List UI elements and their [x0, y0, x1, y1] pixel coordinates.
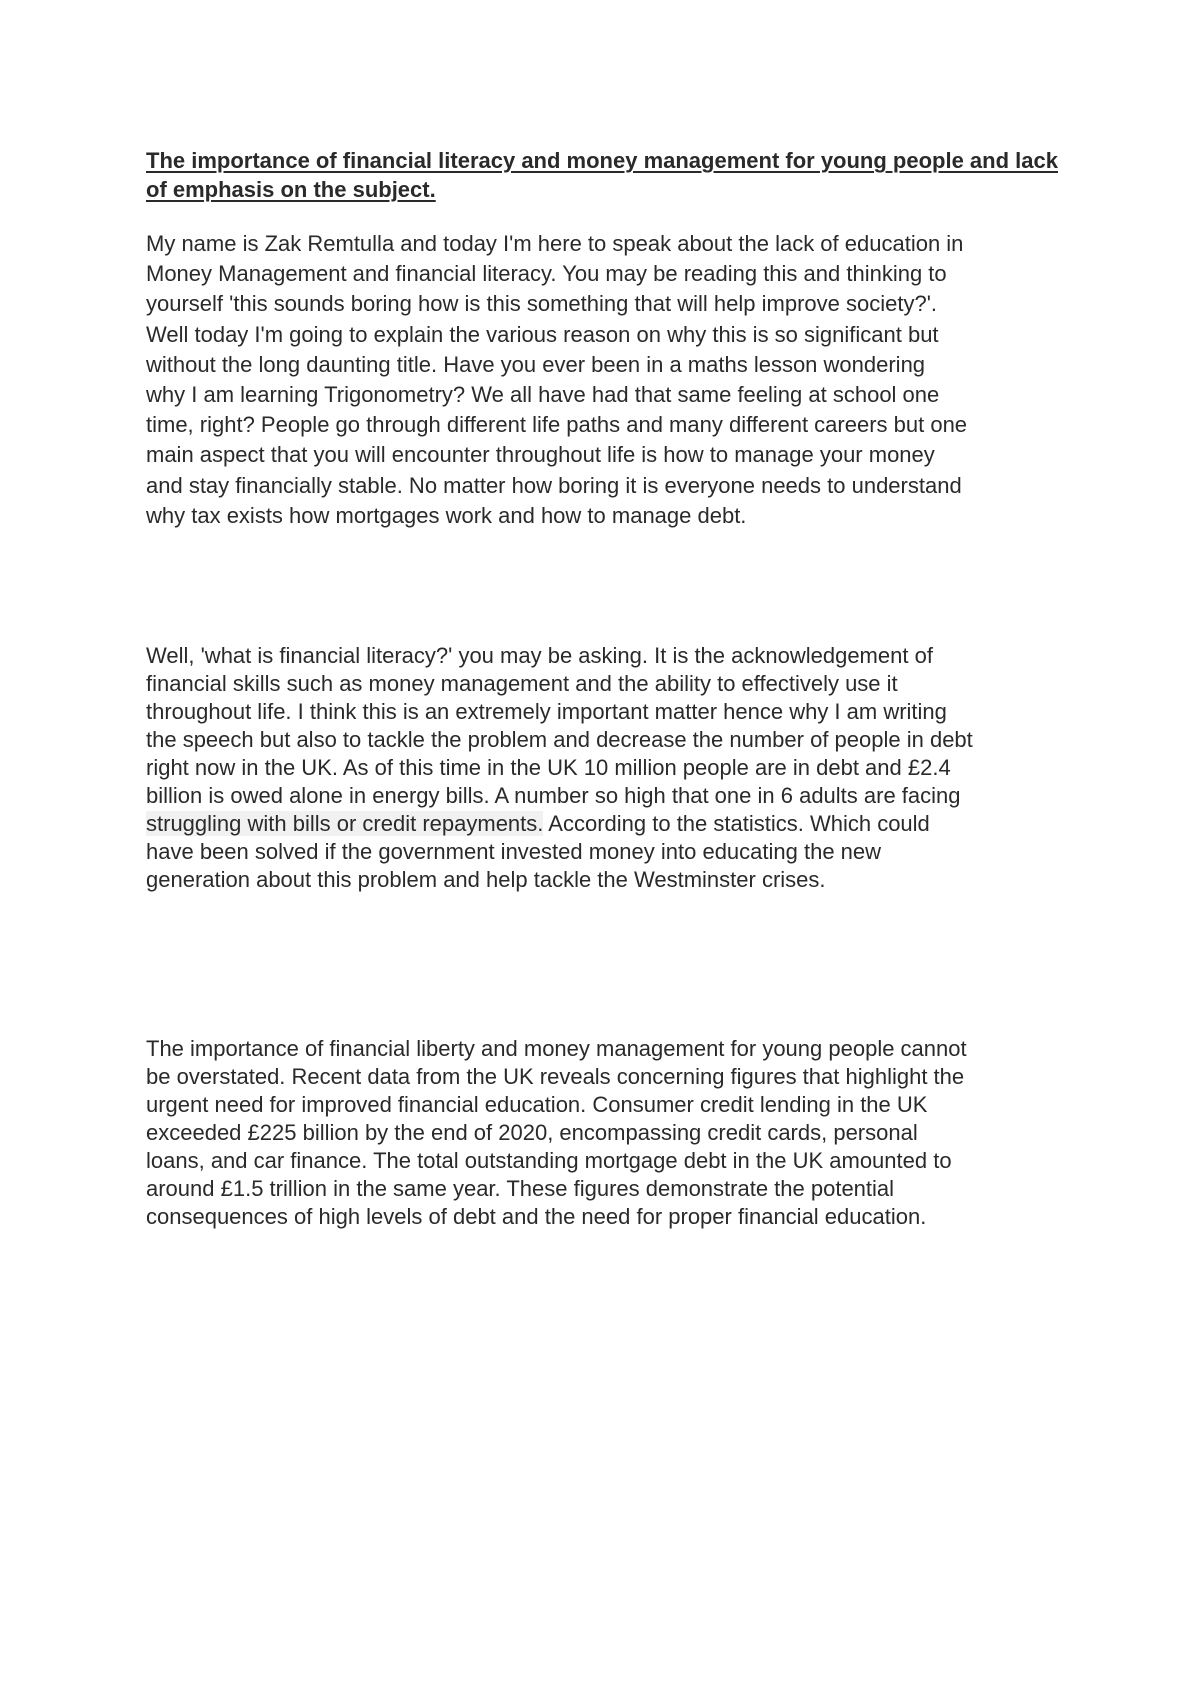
text-line: My name is Zak Remtulla and today I'm here to speak about the lack of education in: [146, 231, 964, 256]
highlighted-text: struggling with bills or credit repayments.: [146, 811, 544, 836]
text-line: loans, and car finance. The total outstanding mortgage debt in the UK amounted to: [146, 1148, 952, 1173]
paragraph-financial-literacy: [146, 642, 973, 894]
text-line: have been solved if the government invested money into educating the new: [146, 839, 882, 864]
paragraph-introduction: [146, 229, 967, 531]
text-line: and stay financially stable. No matter how boring it is everyone needs to understand: [146, 472, 962, 498]
text-line: [146, 810, 973, 838]
text-line: exceeded £225 billion by the end of 2020, encompassing credit cards, personal: [146, 1120, 918, 1145]
text-line: right now in the UK. As of this time in the UK 10 million people are in debt and £2.4: [146, 755, 951, 780]
text-line: time, right? People go through different life paths and many different careers but one: [146, 412, 968, 438]
text-line: financial skills such as money management and the ability to effectively use it: [146, 671, 898, 696]
document-title: The importance of financial literacy and money management for young people and lack of emphasis on the subject.: [146, 148, 1058, 202]
text-line: Well, 'what is financial literacy?' you may be asking. It is the acknowledgement of: [146, 643, 933, 668]
text-line: main aspect that you will encounter throughout life is how to manage your money: [146, 442, 935, 468]
text-line: Well today I'm going to explain the various reason on why this is so significant but: [146, 321, 939, 347]
text-segment: According to the statistics. Which could: [543, 811, 930, 836]
text-line: The importance of financial liberty and money management for young people cannot: [146, 1036, 967, 1061]
text-line: the speech but also to tackle the problem and decrease the number of people in debt: [146, 727, 973, 752]
text-line: urgent need for improved financial education. Consumer credit lending in the UK: [146, 1092, 928, 1117]
text-line: why tax exists how mortgages work and how to manage debt.: [146, 502, 747, 528]
text-line: be overstated. Recent data from the UK reveals concerning figures that highlight the: [146, 1064, 965, 1089]
paragraph-uk-statistics: [146, 1035, 967, 1231]
text-line: consequences of high levels of debt and the need for proper financial education.: [146, 1204, 927, 1229]
text-line: generation about this problem and help tackle the Westminster crises.: [146, 867, 826, 892]
text-line: throughout life. I think this is an extremely important matter hence why I am writing: [146, 699, 947, 724]
text-line: billion is owed alone in energy bills. A number so high that one in 6 adults are facing: [146, 783, 961, 808]
text-line: without the long daunting title. Have you ever been in a maths lesson wondering: [146, 351, 926, 377]
text-line: why I am learning Trigonometry? We all have had that same feeling at school one: [146, 381, 940, 407]
text-line: Money Management and financial literacy. You may be reading this and thinking to: [146, 261, 947, 287]
text-line: yourself 'this sounds boring how is this something that will help improve society?'.: [146, 291, 938, 317]
text-line: around £1.5 trillion in the same year. These figures demonstrate the potential: [146, 1176, 895, 1201]
